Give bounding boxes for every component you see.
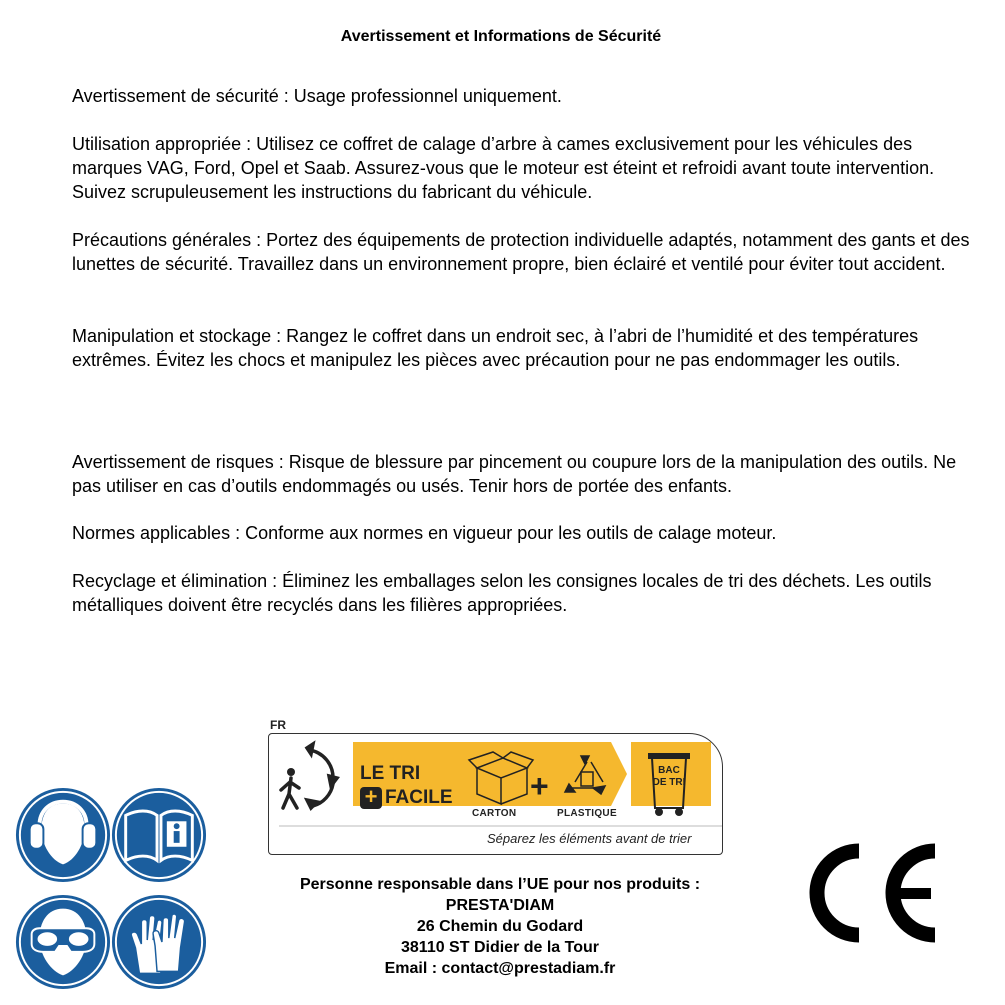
tri-facile-tagline [360,762,453,810]
company-name: PRESTA'DIAM [445,897,555,914]
country-label: FR [270,718,286,732]
tagline-line1: LE TRI [360,763,421,784]
paragraph-general-precautions: Précautions générales : Portez des équipements de protection individuelle adaptés, notamment des gants et des lunettes de sécurité. Travaillez dans un environnement propre, bien éclairé et ventilé pour éviter tout accident. [72,230,970,274]
plus-sign: + [530,768,549,804]
paragraph-recycling: Recyclage et élimination : Éliminez les emballages selon les consignes locales de tri des déchets. Les outils métalliques doivent être recyclés dans les filières appropriées. [72,571,932,615]
ear-protection-icon [14,786,112,884]
bac-de-tri-label: BAC DE TRI [652,765,686,788]
street-address: 26 Chemin du Godard [416,918,584,935]
triman-icon [281,744,337,808]
ce-mark-icon [795,843,940,943]
responsible-intro: Personne responsable dans l’UE pour nos produits : [299,876,701,893]
eu-responsible-person [240,874,760,979]
paragraph-handling-storage: Manipulation et stockage : Rangez le coffret dans un endroit sec, à l’abri de l’humidité et des températures extrêmes. Évitez les chocs et manipulez les pièces avec précaution pour ne pas endommager les outils. [72,326,919,370]
carton-label: CARTON [472,808,517,819]
safety-goggles-icon [14,893,112,991]
read-manual-icon [110,786,208,884]
paragraph-proper-use: Utilisation appropriée : Utilisez ce coffret de calage d’arbre à cames exclusivement pour les véhicules des marques VAG, Ford, Opel et Saab. Assurez-vous que le moteur est éteint et refroidi avant toute intervention. Suivez scrupuleusement les instructions du fabricant du véhicule. [72,134,935,202]
plus-badge: + [360,787,382,809]
safety-gloves-icon [110,893,208,991]
paragraph-risk-warning: Avertissement de risques : Risque de blessure par pincement ou coupure lors de la manipulation des outils. Ne pas utiliser en cas d’outils endommagés ou usés. Tenir hors de portée des enfants. [72,452,957,496]
tagline-line2: FACILE [385,787,453,808]
plastique-label: PLASTIQUE [557,808,617,819]
tri-footer-text: Séparez les éléments avant de trier [487,831,692,846]
email-address: Email : contact@prestadiam.fr [384,960,616,977]
paragraph-safety-warning: Avertissement de sécurité : Usage professionnel uniquement. [72,86,562,106]
paragraph-standards: Normes applicables : Conforme aux normes en vigueur pour les outils de calage moteur. [72,523,777,543]
page-title: Avertissement et Informations de Sécurité [340,28,662,45]
city-address: 38110 ST Didier de la Tour [401,939,599,956]
